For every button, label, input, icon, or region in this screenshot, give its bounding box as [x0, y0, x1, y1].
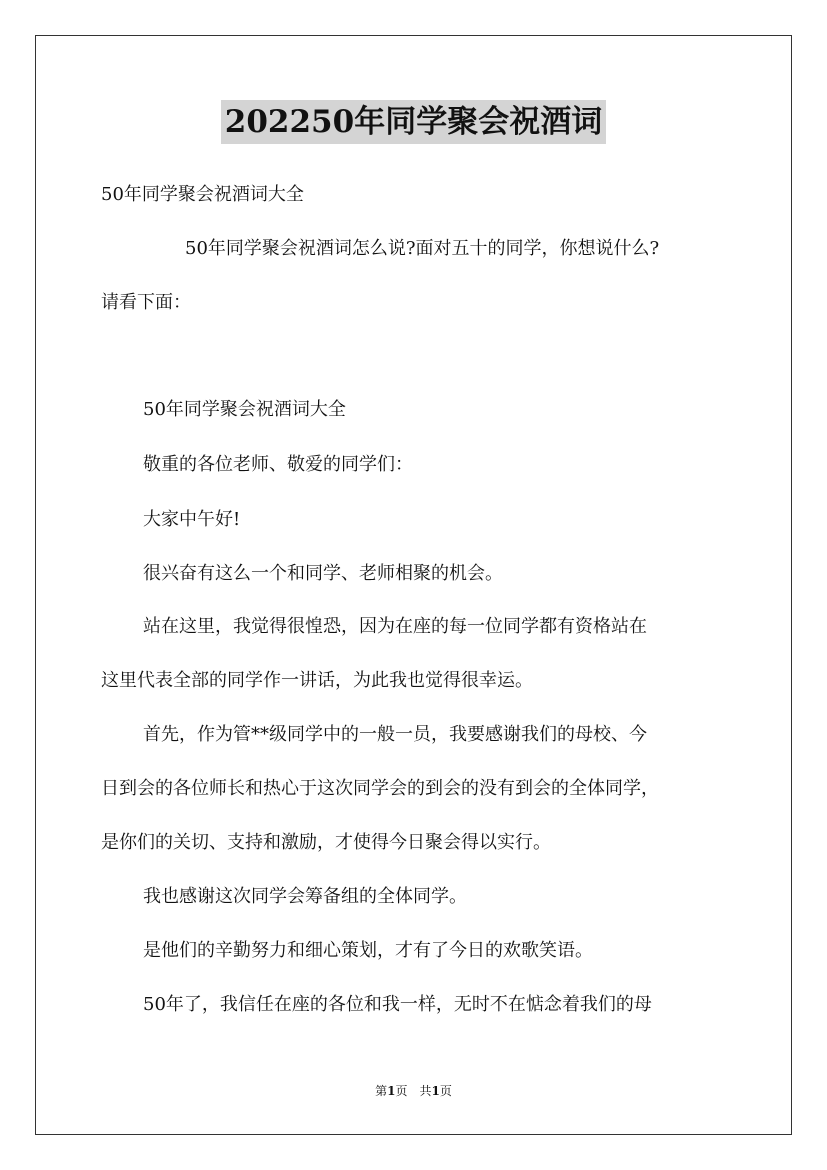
intro-line-1: 50年同学聚会祝酒词怎么说?面对五十的同学，你想说什么?: [185, 238, 660, 259]
paragraph-4: 我也感谢这次同学会筹备组的全体同学。: [143, 886, 467, 907]
footer-page-prefix: 第: [375, 1084, 388, 1098]
paragraph-3-line-1: 首先，作为管**级同学中的一般一员，我要感谢我们的母校、今: [143, 724, 647, 745]
paragraph-6-line-1: 50年了，我信任在座的各位和我一样，无时不在惦念着我们的母: [143, 994, 652, 1015]
title-container: [0, 100, 827, 144]
paragraph-3-line-2: 日到会的各位师长和热心于这次同学会的到会的没有到会的全体同学，: [101, 778, 659, 799]
footer-page-mid: 页 共: [395, 1084, 432, 1098]
footer-total-pages: 1: [431, 1084, 440, 1098]
footer-page-suffix: 页: [439, 1084, 452, 1098]
paragraph-1: 很兴奋有这么一个和同学、老师相聚的机会。: [143, 563, 503, 584]
paragraph-3-line-3: 是你们的关切、支持和激励，才使得今日聚会得以实行。: [101, 832, 551, 853]
footer-page-number: 1: [387, 1084, 396, 1098]
greeting: 大家中午好!: [143, 509, 241, 530]
page-footer: [0, 1083, 827, 1099]
document-subtitle: 50年同学聚会祝酒词大全: [101, 184, 304, 205]
section-heading: 50年同学聚会祝酒词大全: [143, 399, 346, 420]
paragraph-2-line-2: 这里代表全部的同学作一讲话，为此我也觉得很幸运。: [101, 670, 533, 691]
paragraph-2-line-1: 站在这里，我觉得很惶恐，因为在座的每一位同学都有资格站在: [143, 616, 647, 637]
document-title: 202250年同学聚会祝酒词: [221, 100, 606, 144]
paragraph-5: 是他们的辛勤努力和细心策划，才有了今日的欢歌笑语。: [143, 940, 593, 961]
salutation: 敬重的各位老师、敬爱的同学们：: [143, 454, 413, 475]
intro-line-2: 请看下面：: [101, 292, 191, 313]
